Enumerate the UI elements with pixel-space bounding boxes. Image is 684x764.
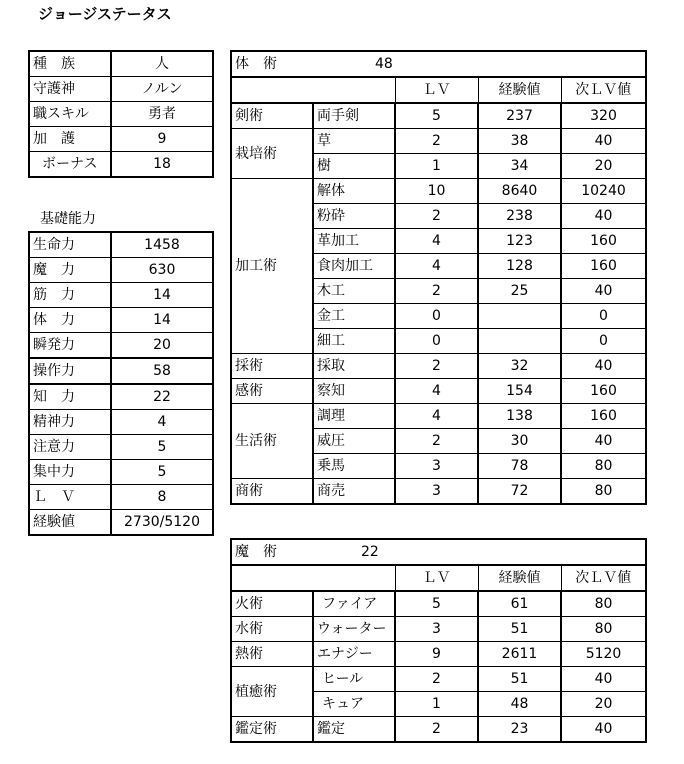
ability-value: 14: [111, 283, 213, 308]
column-header-row: [231, 565, 646, 591]
skill-name: 鑑定: [313, 717, 395, 743]
profile-key: 種 族: [29, 51, 111, 77]
ability-value: 5: [111, 460, 213, 485]
blank-header: [231, 565, 395, 591]
skill-lv: 1: [395, 692, 478, 717]
ability-row: [29, 283, 213, 308]
skill-next: 80: [561, 479, 646, 505]
next-header: 次ＬＶ値: [561, 77, 646, 103]
ability-row: [29, 410, 213, 435]
ability-row: [29, 460, 213, 485]
ability-row: [29, 308, 213, 333]
skill-lv: 2: [395, 279, 478, 304]
skill-next: 80: [561, 454, 646, 479]
category-name: 熱術: [231, 642, 313, 667]
lv-header: ＬＶ: [395, 77, 478, 103]
next-header: 次ＬＶ値: [561, 565, 646, 591]
skill-xp: 34: [478, 154, 561, 179]
column-header-row: [231, 77, 646, 103]
category-name: 採術: [231, 354, 313, 379]
skill-lv: 2: [395, 129, 478, 154]
skill-next: 0: [561, 304, 646, 329]
skill-lv: 9: [395, 642, 478, 667]
skill-xp: 32: [478, 354, 561, 379]
ability-key: 生命力: [29, 232, 111, 258]
ability-row: [29, 435, 213, 460]
ability-key: 操作力: [29, 358, 111, 384]
skill-next: 40: [561, 354, 646, 379]
skill-next: 40: [561, 429, 646, 454]
profile-key: ボーナス: [29, 152, 111, 178]
skill-name: ヒール: [313, 667, 395, 692]
skill-next: 80: [561, 591, 646, 617]
skill-row: [231, 354, 646, 379]
skill-next: 40: [561, 204, 646, 229]
skill-row: [231, 591, 646, 617]
skill-row: [231, 642, 646, 667]
ability-row: [29, 384, 213, 410]
techs-table: [230, 50, 647, 505]
skill-lv: 3: [395, 617, 478, 642]
skill-xp: [478, 304, 561, 329]
section-header-row: [231, 51, 646, 77]
skill-xp: 51: [478, 667, 561, 692]
ability-row: [29, 510, 213, 536]
skill-lv: 2: [395, 667, 478, 692]
skill-name: 金工: [313, 304, 395, 329]
skill-lv: 0: [395, 329, 478, 354]
skill-name: 両手剣: [313, 103, 395, 129]
profile-row: [29, 77, 213, 102]
skill-xp: 2611: [478, 642, 561, 667]
skill-row: [231, 103, 646, 129]
skill-xp: 78: [478, 454, 561, 479]
profile-row: [29, 127, 213, 152]
skill-name: 細工: [313, 329, 395, 354]
skill-lv: 3: [395, 454, 478, 479]
profile-value: ノルン: [111, 77, 213, 102]
skill-row: [231, 479, 646, 505]
category-name: 鑑定術: [231, 717, 313, 743]
ability-key: 集中力: [29, 460, 111, 485]
skill-next: 160: [561, 404, 646, 429]
skill-lv: 4: [395, 379, 478, 404]
skill-next: 40: [561, 279, 646, 304]
section-value: 22: [395, 539, 646, 565]
skill-xp: 30: [478, 429, 561, 454]
skill-row: [231, 129, 646, 154]
ability-key: 魔 力: [29, 258, 111, 283]
skill-xp: 25: [478, 279, 561, 304]
ability-row: [29, 358, 213, 384]
skill-name: ウォーター: [313, 617, 395, 642]
skill-xp: 8640: [478, 179, 561, 204]
section-value: 48: [395, 51, 646, 77]
ability-row: [29, 258, 213, 283]
profile-table: [28, 50, 214, 178]
category-name: 栽培術: [231, 129, 313, 179]
abilities-table: [28, 231, 214, 536]
skill-lv: 5: [395, 103, 478, 129]
skill-next: 160: [561, 254, 646, 279]
ability-key: 知 力: [29, 384, 111, 410]
skill-xp: 48: [478, 692, 561, 717]
category-name: 水術: [231, 617, 313, 642]
section-name-text: 体 術: [235, 56, 277, 72]
skill-name: ファイア: [313, 591, 395, 617]
profile-value: 9: [111, 127, 213, 152]
profile-value: 18: [111, 152, 213, 178]
skill-name: 革加工: [313, 229, 395, 254]
skill-name: 察知: [313, 379, 395, 404]
abilities-label: 基礎能力: [40, 211, 96, 227]
category-name: 加工術: [231, 179, 313, 354]
skill-lv: 3: [395, 479, 478, 505]
skill-name: 乗馬: [313, 454, 395, 479]
blank-header: [231, 77, 395, 103]
profile-key: 加 護: [29, 127, 111, 152]
category-name: 剣術: [231, 103, 313, 129]
skill-lv: 2: [395, 429, 478, 454]
profile-row: [29, 102, 213, 127]
skill-next: 160: [561, 379, 646, 404]
skill-next: 160: [561, 229, 646, 254]
skill-xp: 123: [478, 229, 561, 254]
skill-next: 40: [561, 717, 646, 743]
ability-key: 瞬発力: [29, 333, 111, 359]
ability-key: 注意力: [29, 435, 111, 460]
skill-name: 解体: [313, 179, 395, 204]
ability-row: [29, 232, 213, 258]
skill-lv: 2: [395, 204, 478, 229]
category-name: 植癒術: [231, 667, 313, 717]
category-name: 生活術: [231, 404, 313, 479]
skill-xp: 72: [478, 479, 561, 505]
xp-header: 経験値: [478, 77, 561, 103]
skill-name: 粉砕: [313, 204, 395, 229]
profile-key: 守護神: [29, 77, 111, 102]
skill-next: 5120: [561, 642, 646, 667]
skill-xp: [478, 329, 561, 354]
ability-value: 20: [111, 333, 213, 359]
section-header-row: [231, 539, 646, 565]
ability-row: [29, 333, 213, 359]
ability-value: 1458: [111, 232, 213, 258]
skill-xp: 51: [478, 617, 561, 642]
skill-lv: 2: [395, 354, 478, 379]
ability-value: 2730/5120: [111, 510, 213, 536]
skill-row: [231, 379, 646, 404]
skill-name: 調理: [313, 404, 395, 429]
skill-next: 40: [561, 129, 646, 154]
ability-value: 22: [111, 384, 213, 410]
skill-row: [231, 179, 646, 204]
skill-xp: 61: [478, 591, 561, 617]
xp-header: 経験値: [478, 565, 561, 591]
category-name: 商術: [231, 479, 313, 505]
skill-xp: 237: [478, 103, 561, 129]
profile-row: [29, 51, 213, 77]
ability-value: 4: [111, 410, 213, 435]
skill-name: 草: [313, 129, 395, 154]
skill-next: 80: [561, 617, 646, 642]
ability-value: 58: [111, 358, 213, 384]
magic-table: [230, 538, 647, 743]
skill-next: 320: [561, 103, 646, 129]
skill-xp: 138: [478, 404, 561, 429]
skill-next: 10240: [561, 179, 646, 204]
skill-name: 木工: [313, 279, 395, 304]
skill-name: 採取: [313, 354, 395, 379]
profile-key: 職スキル: [29, 102, 111, 127]
skill-row: [231, 717, 646, 743]
section-name-text: 魔 術: [235, 544, 277, 560]
section-name: [231, 51, 395, 77]
skill-lv: 10: [395, 179, 478, 204]
ability-key: Ｌ Ｖ: [29, 485, 111, 510]
skill-name: 食肉加工: [313, 254, 395, 279]
category-name: 火術: [231, 591, 313, 617]
skill-xp: 154: [478, 379, 561, 404]
lv-header: ＬＶ: [395, 565, 478, 591]
ability-row: [29, 485, 213, 510]
skill-row: [231, 617, 646, 642]
profile-value: 勇者: [111, 102, 213, 127]
skill-row: [231, 404, 646, 429]
profile-row: [29, 152, 213, 178]
skill-name: キュア: [313, 692, 395, 717]
skill-lv: 0: [395, 304, 478, 329]
skill-row: [231, 667, 646, 692]
ability-value: 630: [111, 258, 213, 283]
skill-next: 40: [561, 667, 646, 692]
skill-lv: 2: [395, 717, 478, 743]
ability-key: 精神力: [29, 410, 111, 435]
skill-name: 商売: [313, 479, 395, 505]
skill-lv: 4: [395, 404, 478, 429]
skill-lv: 4: [395, 254, 478, 279]
profile-value: 人: [111, 51, 213, 77]
skill-lv: 5: [395, 591, 478, 617]
ability-key: 経験値: [29, 510, 111, 536]
ability-key: 筋 力: [29, 283, 111, 308]
ability-value: 5: [111, 435, 213, 460]
skill-next: 0: [561, 329, 646, 354]
skill-name: 威圧: [313, 429, 395, 454]
page-title: ジョージステータス: [38, 5, 172, 23]
skill-name: エナジー: [313, 642, 395, 667]
skill-lv: 4: [395, 229, 478, 254]
skill-xp: 38: [478, 129, 561, 154]
skill-lv: 1: [395, 154, 478, 179]
skill-xp: 23: [478, 717, 561, 743]
skill-xp: 128: [478, 254, 561, 279]
category-name: 感術: [231, 379, 313, 404]
skill-next: 20: [561, 154, 646, 179]
ability-key: 体 力: [29, 308, 111, 333]
ability-value: 8: [111, 485, 213, 510]
skill-name: 樹: [313, 154, 395, 179]
ability-value: 14: [111, 308, 213, 333]
skill-xp: 238: [478, 204, 561, 229]
skill-next: 20: [561, 692, 646, 717]
